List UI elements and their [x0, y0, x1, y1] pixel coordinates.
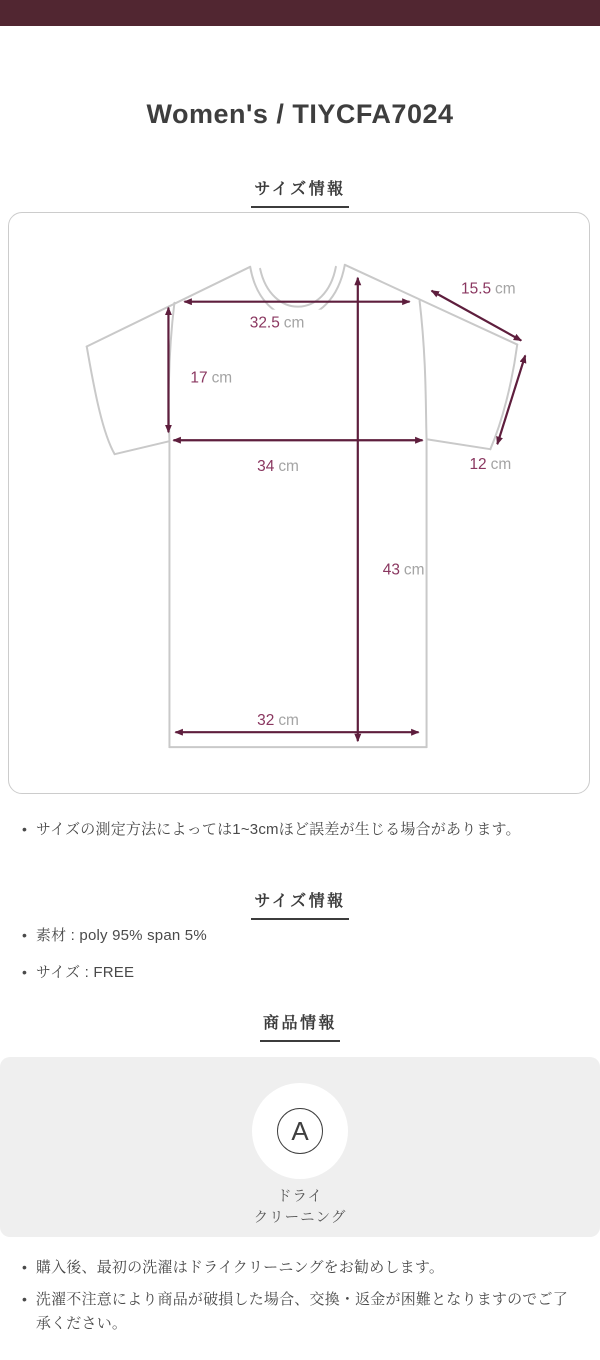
sleeve-opening-measurement-label: 12 cm — [469, 456, 512, 474]
care-note-text-1: 購入後、最初の洗濯はドライクリーニングをお勧めします。 — [35, 1259, 445, 1276]
bullet-icon: • — [22, 1291, 27, 1307]
list-item — [22, 924, 580, 948]
page-title: Women's / TIYCFA7024 — [146, 99, 454, 129]
sleeve-opening-dimension-line — [497, 356, 525, 445]
dry-clean-a-icon: A — [277, 1108, 323, 1154]
list-item — [22, 961, 580, 985]
size-info-heading — [0, 888, 600, 920]
size-note-list — [0, 818, 600, 852]
sleeve-top-dimension-line — [432, 291, 522, 341]
list-item — [22, 818, 580, 842]
product-info-heading-label: 商品情報 — [260, 1010, 340, 1042]
size-diagram-heading — [0, 176, 600, 208]
size-diagram-heading-label: サイズ情報 — [251, 176, 348, 208]
size-info-heading-label: サイズ情報 — [251, 888, 348, 920]
care-symbol-panel — [0, 1057, 600, 1237]
size-diagram-panel — [8, 212, 590, 794]
care-symbol-icon — [252, 1083, 348, 1179]
product-info-heading — [0, 1010, 600, 1042]
bullet-icon: • — [22, 821, 27, 837]
dimension-lines — [168, 278, 525, 741]
care-symbol-label — [0, 1187, 600, 1229]
list-item — [22, 1256, 580, 1280]
care-note-list — [0, 1256, 600, 1344]
care-note-text-2: 洗濯不注意により商品が破損した場合、交換・返金が困難となりますのでご了承ください。 — [35, 1291, 568, 1332]
hem-measurement-label: 32 cm — [257, 712, 299, 730]
care-label-line2: クリーニング — [253, 1210, 347, 1226]
length-measurement-label: 43 cm — [382, 561, 425, 579]
sleeve-top-measurement-label: 15.5 cm — [461, 280, 516, 298]
care-label-line1: ドライ — [276, 1189, 324, 1205]
chest-measurement-label: 34 cm — [257, 458, 299, 476]
tshirt-outline — [87, 265, 518, 747]
size-info-list — [0, 924, 600, 998]
bullet-icon: • — [22, 964, 27, 980]
material-text: 素材 : poly 95% span 5% — [35, 927, 207, 944]
armhole-measurement-label: 17 cm — [190, 369, 233, 387]
bullet-icon: • — [22, 1259, 27, 1275]
top-accent-bar — [0, 0, 600, 26]
shoulder-measurement-label: 32.5 cm — [249, 314, 305, 332]
list-item — [22, 1288, 580, 1336]
tshirt-measurement-diagram — [9, 213, 589, 793]
size-text: サイズ : FREE — [35, 964, 135, 981]
bullet-icon: • — [22, 927, 27, 943]
size-note-text: サイズの測定方法によっては1~3cmほど誤差が生じる場合があります。 — [35, 821, 521, 838]
